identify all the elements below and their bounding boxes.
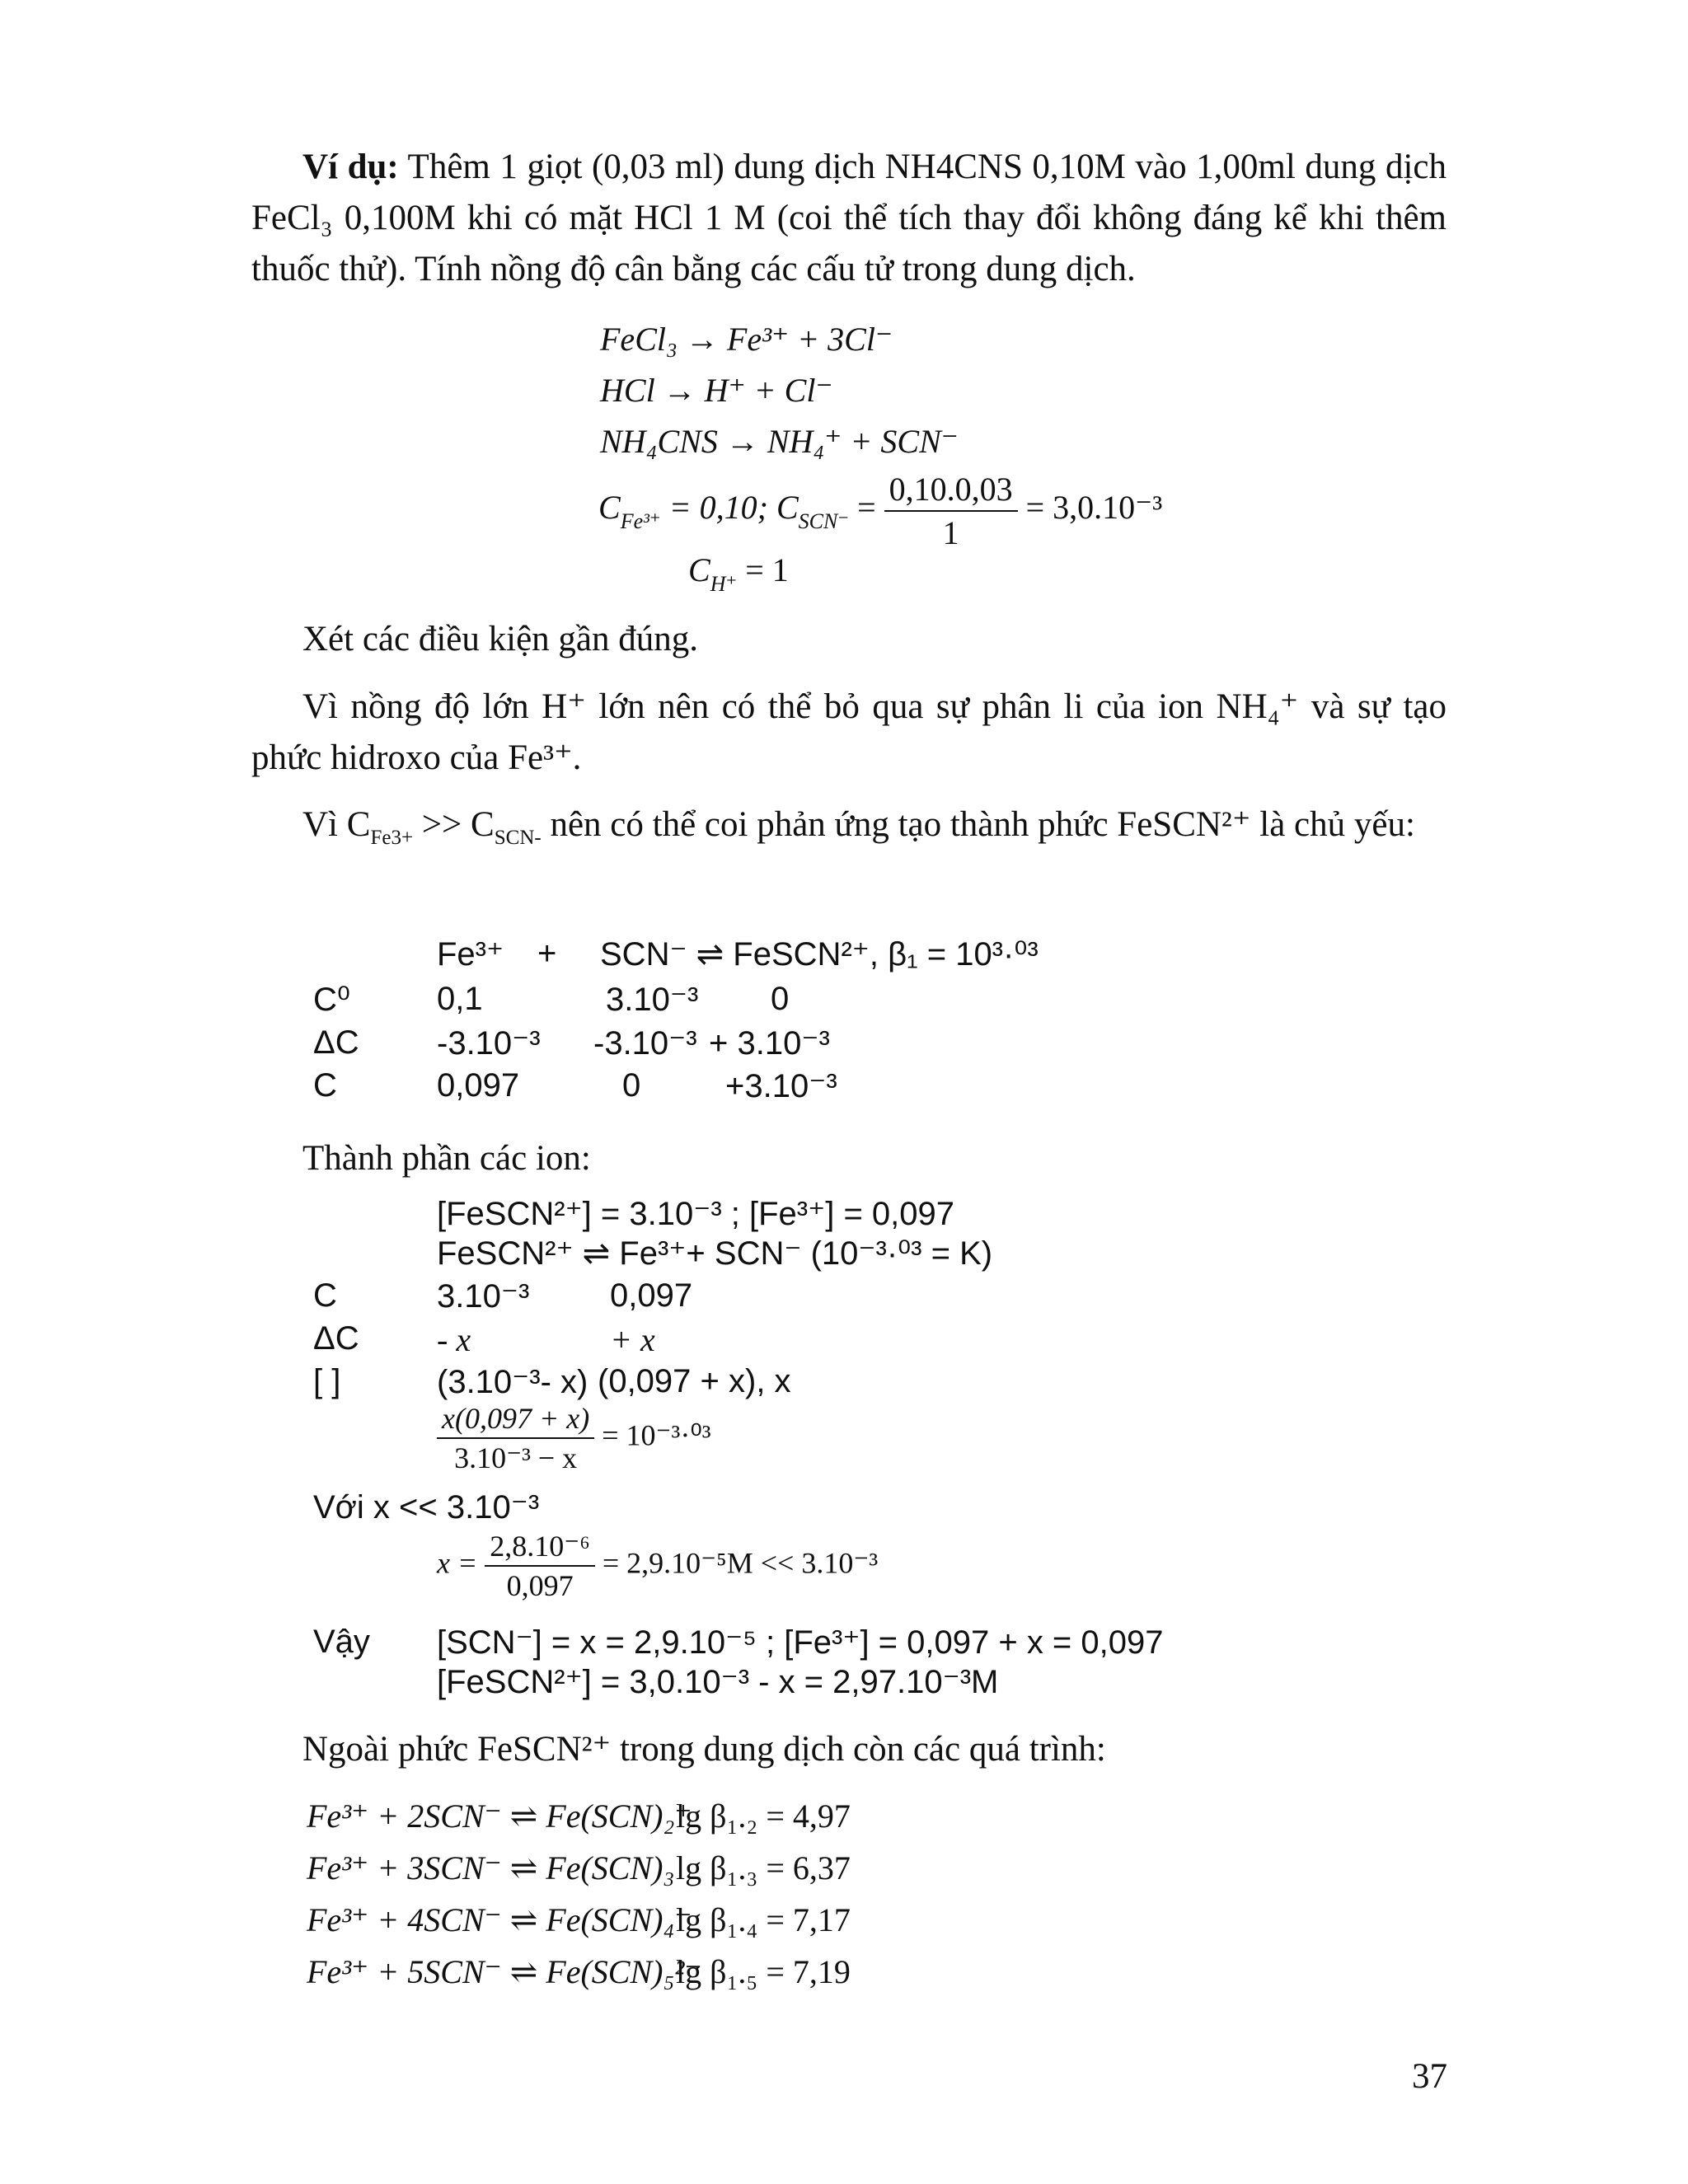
x-lhs: x = xyxy=(437,1546,478,1580)
complex-eq-4-lg: lg β₁.₅ = 7,19 xyxy=(676,1953,851,1990)
table1-row-c-b: 0 xyxy=(622,1067,641,1104)
approx-paragraph: Xét các điều kiện gần đúng. xyxy=(302,620,698,658)
table1-row-dc-b: -3.10⁻³ xyxy=(593,1025,697,1062)
c-fe-value: = 0,10; xyxy=(668,489,776,527)
equation-nh4cns: NH₄CNS → NH₄⁺ + SCN⁻ xyxy=(600,423,959,460)
table2-br-b: (0,097 + x), x xyxy=(598,1363,791,1399)
complex-eq-1 xyxy=(307,1797,851,1835)
table2-c-a: 3.10⁻³ xyxy=(437,1278,530,1315)
equation-ch: $C_{H^+} = 1$ xyxy=(688,551,789,596)
table1-head-plus: + xyxy=(537,935,557,972)
x-denominator: 0,097 xyxy=(506,1569,574,1602)
ratio-numerator: x(0,097 + x) xyxy=(437,1401,594,1439)
c-scn-numerator: 0,10.0,03 xyxy=(884,470,1018,512)
c-scn-denominator: 1 xyxy=(942,514,959,551)
complex-eq-1-reaction: Fe³⁺ + 2SCN⁻ ⇌ Fe(SCN)₂⁺ xyxy=(307,1797,692,1835)
intro-text: Thêm 1 giọt (0,03 ml) dung dịch NH4CNS 0,10M vào 1,00ml dung dịch FeCl₃ 0,100M khi có mặt HCl 1 M (coi thể tích thay đổi không đáng kể khi thêm thuốc thử). Tính nồng độ cân bằng các cấu tử trong dung dịch. xyxy=(251,148,1447,288)
complex-eq-4 xyxy=(307,1952,851,1991)
ratio-result: = 10⁻³·⁰³ xyxy=(602,1418,711,1452)
page-number: 37 xyxy=(1412,2057,1447,2096)
c-scn-fraction xyxy=(884,470,1018,552)
table1-head-rest: SCN⁻ ⇌ FeSCN²⁺, β₁ = 10³·⁰³ xyxy=(600,936,1039,972)
table2-so-label: Vậy xyxy=(313,1624,370,1660)
x-result: = 2,9.10⁻⁵M << 3.10⁻³ xyxy=(602,1546,879,1580)
table1-row-c0-a: 0,1 xyxy=(437,981,483,1017)
table2-x-solution xyxy=(437,1529,878,1603)
table2-c-b: 0,097 xyxy=(610,1277,693,1314)
complex-eq-2-lg: lg β₁.₃ = 6,37 xyxy=(676,1849,851,1886)
table2-ratio xyxy=(437,1401,711,1475)
table1-row-c-c: +3.10⁻³ xyxy=(725,1068,837,1104)
table2-c-label: C xyxy=(313,1277,337,1314)
table1-row-c-label: C xyxy=(313,1067,337,1104)
c-h-value: = 1 xyxy=(745,551,789,588)
c-paragraph-a: Vì C xyxy=(302,805,371,844)
table1-row-c-a: 0,097 xyxy=(437,1067,520,1104)
c-paragraph-e: nên có thể coi phản ứng tạo thành phức FeSCN²⁺ là chủ yếu: xyxy=(541,805,1415,844)
equation-fecl3: FeCl₃ → Fe³⁺ + 3Cl⁻ xyxy=(600,321,893,358)
table2-so-line1: [SCN⁻] = x = 2,9.10⁻⁵ ; [Fe³⁺] = 0,097 + x = 0,097 xyxy=(437,1624,1164,1661)
example-label: Ví dụ: xyxy=(302,148,399,186)
table2-br-a: (3.10⁻³- x) xyxy=(437,1364,588,1400)
table1-head-fe: Fe³⁺ xyxy=(437,936,504,972)
other-paragraph: Ngoài phức FeSCN²⁺ trong dung dịch còn các quá trình: xyxy=(302,1730,1106,1769)
intro-paragraph xyxy=(251,142,1447,295)
equilibrium-table xyxy=(313,1195,1164,1700)
h-paragraph: Vì nồng độ lớn H⁺ lớn nên có thể bỏ qua sự phân li của ion NH₄⁺ và sự tạo phức hidroxo của Fe³⁺. xyxy=(251,687,1447,777)
ratio-denominator: 3.10⁻³ − x xyxy=(454,1441,578,1474)
table2-dc-a: - x xyxy=(437,1321,471,1358)
table2-line1: [FeSCN²⁺] = 3.10⁻³ ; [Fe³⁺] = 0,097 xyxy=(437,1196,955,1232)
complex-eq-2-reaction: Fe³⁺ + 3SCN⁻ ⇌ Fe(SCN)₃ xyxy=(307,1849,675,1886)
complex-eq-1-lg: lg β₁.₂ = 4,97 xyxy=(676,1797,851,1835)
table1-row-dc-c: + 3.10⁻³ xyxy=(709,1025,830,1062)
table2-with: Với x << 3.10⁻³ xyxy=(313,1489,540,1526)
complex-eq-3 xyxy=(307,1900,851,1939)
complex-eq-2 xyxy=(307,1849,851,1887)
table1-row-c0-c: 0 xyxy=(771,981,790,1017)
c-scn-result: = 3,0.10⁻³ xyxy=(1025,489,1163,527)
equation-concentrations: $C_{Fe^{3+}} = 0,10$; $C_{SCN^-}$ = $\frac{0,10.0,03}{1}$ = 3,0.10⁻³ xyxy=(598,471,1163,551)
table1-row-c0-label: C⁰ xyxy=(313,982,350,1018)
table1-row-dc-a: -3.10⁻³ xyxy=(437,1025,541,1062)
table1-row-c0-b: 3.10⁻³ xyxy=(606,982,699,1018)
table2-dc-label: ΔC xyxy=(313,1320,359,1357)
complex-eq-4-reaction: Fe³⁺ + 5SCN⁻ ⇌ Fe(SCN)₅²⁻ xyxy=(307,1953,702,1990)
table2-so-line2: [FeSCN²⁺] = 3,0.10⁻³ - x = 2,97.10⁻³M xyxy=(437,1664,999,1700)
reaction-table-1 xyxy=(313,935,1039,1108)
c-paragraph-scn: SCN- xyxy=(494,827,542,849)
table2-dc-b: + x xyxy=(610,1321,655,1358)
ions-paragraph: Thành phần các ion: xyxy=(302,1139,591,1178)
table1-row-dc-label: ΔC xyxy=(313,1024,359,1061)
table2-line2: FeSCN²⁺ ⇌ Fe³⁺+ SCN⁻ (10⁻³·⁰³ = K) xyxy=(437,1235,993,1272)
c-paragraph-c: >> C xyxy=(413,805,495,844)
c-paragraph xyxy=(251,799,1447,864)
c-paragraph-fe: Fe3+ xyxy=(370,827,414,849)
table2-br-label: [ ] xyxy=(313,1363,341,1399)
equation-hcl: HCl → H⁺ + Cl⁻ xyxy=(600,372,833,409)
x-numerator: 2,8.10⁻⁶ xyxy=(485,1529,595,1567)
complex-eq-3-lg: lg β₁.₄ = 7,17 xyxy=(676,1901,851,1938)
complex-eq-3-reaction: Fe³⁺ + 4SCN⁻ ⇌ Fe(SCN)₄⁻ xyxy=(307,1901,692,1938)
